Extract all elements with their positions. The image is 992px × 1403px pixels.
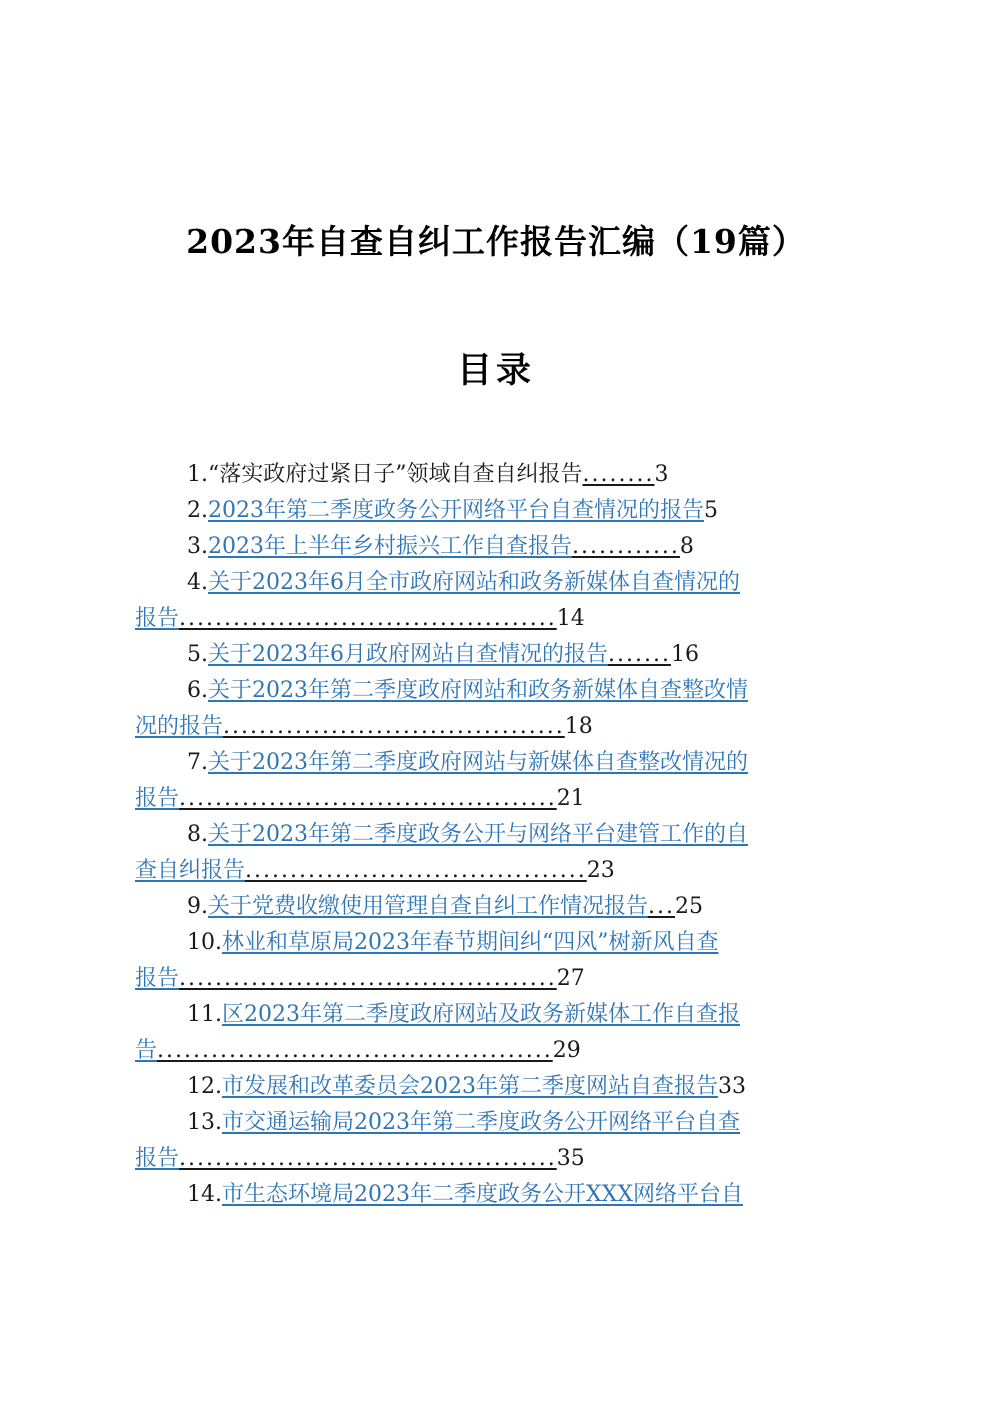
- toc-entry-9[interactable]: [135, 889, 869, 925]
- toc-number: 3.: [187, 534, 208, 559]
- toc-number: 11.: [187, 1002, 222, 1027]
- toc-link[interactable]: 报告: [135, 606, 180, 631]
- toc-link[interactable]: 关于2023年6月政府网站自查情况的报告: [208, 642, 608, 667]
- toc-page-number: 21: [556, 786, 585, 811]
- toc-page-number: 8: [679, 534, 694, 559]
- toc-link[interactable]: 2023年上半年乡村振兴工作自查报告: [208, 534, 572, 559]
- toc-entry-1[interactable]: [135, 457, 869, 493]
- toc-entry-6-continued[interactable]: [135, 709, 869, 745]
- toc-entry-10-continued[interactable]: [135, 961, 869, 997]
- toc-page-number: 16: [670, 642, 699, 667]
- toc-link[interactable]: 林业和草原局2023年春节期间纠“四风”树新风自查: [222, 930, 719, 955]
- toc-entry-14[interactable]: [135, 1177, 869, 1213]
- toc-link[interactable]: 市生态环境局2023年二季度政务公开XXX网络平台自: [222, 1182, 743, 1207]
- toc-entry-8-continued[interactable]: [135, 853, 869, 889]
- toc-number: 8.: [187, 822, 208, 847]
- toc-number: 1.: [187, 462, 208, 487]
- toc-entry-7-continued[interactable]: [135, 781, 869, 817]
- toc-heading: 目录: [456, 350, 535, 391]
- toc-page-number: 18: [564, 714, 593, 739]
- toc-entry-4[interactable]: [135, 565, 869, 601]
- toc-page-number: 23: [586, 858, 615, 883]
- toc-entry-3[interactable]: [135, 529, 869, 565]
- toc-number: 10.: [187, 930, 222, 955]
- toc-leader: ............: [572, 534, 680, 559]
- toc-link[interactable]: 报告: [135, 786, 180, 811]
- toc-title: “落实政府过紧日子”领域自查自纠报告: [208, 462, 583, 487]
- toc-entry-5[interactable]: [135, 637, 869, 673]
- toc-entry-11[interactable]: [135, 997, 869, 1033]
- toc-entry-13-continued[interactable]: [135, 1141, 869, 1177]
- toc-leader: ..........................................: [179, 966, 557, 991]
- toc-link[interactable]: 关于2023年第二季度政府网站与新媒体自查整改情况的: [208, 750, 748, 775]
- toc-page-number: 33: [718, 1074, 746, 1099]
- toc-number: 4.: [187, 570, 208, 595]
- toc-leader: ............................................: [157, 1038, 553, 1063]
- toc-link[interactable]: 报告: [135, 966, 180, 991]
- toc-link[interactable]: 关于党费收缴使用管理自查自纠工作情况报告: [208, 894, 649, 919]
- toc-leader: ......................................: [245, 858, 587, 883]
- toc-page-number: 25: [675, 894, 703, 919]
- toc-link[interactable]: 关于2023年第二季度政务公开与网络平台建管工作的自: [208, 822, 748, 847]
- toc-entry-7[interactable]: [135, 745, 869, 781]
- table-of-contents: [135, 457, 869, 1213]
- toc-link[interactable]: 市发展和改革委员会2023年第二季度网站自查报告: [222, 1074, 718, 1099]
- toc-entry-8[interactable]: [135, 817, 869, 853]
- toc-leader: ...: [648, 894, 675, 919]
- toc-number: 9.: [187, 894, 208, 919]
- toc-link[interactable]: 查自纠报告: [135, 858, 246, 883]
- toc-link[interactable]: 关于2023年6月全市政府网站和政务新媒体自查情况的: [208, 570, 740, 595]
- toc-leader: .......: [608, 642, 671, 667]
- toc-leader: ......................................: [223, 714, 565, 739]
- toc-page-number: 14: [556, 606, 585, 631]
- toc-entry-4-continued[interactable]: [135, 601, 869, 637]
- toc-link[interactable]: 关于2023年第二季度政府网站和政务新媒体自查整改情: [208, 678, 748, 703]
- toc-link[interactable]: 2023年第二季度政务公开网络平台自查情况的报告: [208, 498, 704, 523]
- document-title: 2023年自查自纠工作报告汇编（19篇）: [186, 222, 806, 261]
- toc-number: 6.: [187, 678, 208, 703]
- toc-entry-10[interactable]: [135, 925, 869, 961]
- toc-entry-11-continued[interactable]: [135, 1033, 869, 1069]
- toc-page-number: 35: [556, 1146, 585, 1171]
- toc-page-number: 3: [654, 462, 669, 487]
- toc-page-number: 29: [552, 1038, 581, 1063]
- toc-page-number: 27: [556, 966, 585, 991]
- toc-entry-12[interactable]: [135, 1069, 869, 1105]
- toc-entry-13[interactable]: [135, 1105, 869, 1141]
- toc-number: 14.: [187, 1182, 222, 1207]
- toc-number: 13.: [187, 1110, 222, 1135]
- toc-entry-2[interactable]: [135, 493, 869, 529]
- toc-leader: ..........................................: [179, 1146, 557, 1171]
- toc-number: 7.: [187, 750, 208, 775]
- toc-page-number: 5: [704, 498, 718, 523]
- toc-number: 2.: [187, 498, 208, 523]
- toc-leader: ..........................................: [179, 786, 557, 811]
- toc-link[interactable]: 区2023年第二季度政府网站及政务新媒体工作自查报: [222, 1002, 740, 1027]
- toc-number: 5.: [187, 642, 208, 667]
- toc-leader: ..........................................: [179, 606, 557, 631]
- toc-leader: ........: [582, 462, 655, 487]
- toc-link[interactable]: 告: [135, 1038, 158, 1063]
- toc-link[interactable]: 况的报告: [135, 714, 224, 739]
- toc-entry-6[interactable]: [135, 673, 869, 709]
- toc-link[interactable]: 报告: [135, 1146, 180, 1171]
- toc-link[interactable]: 市交通运输局2023年第二季度政务公开网络平台自查: [222, 1110, 740, 1135]
- toc-number: 12.: [187, 1074, 222, 1099]
